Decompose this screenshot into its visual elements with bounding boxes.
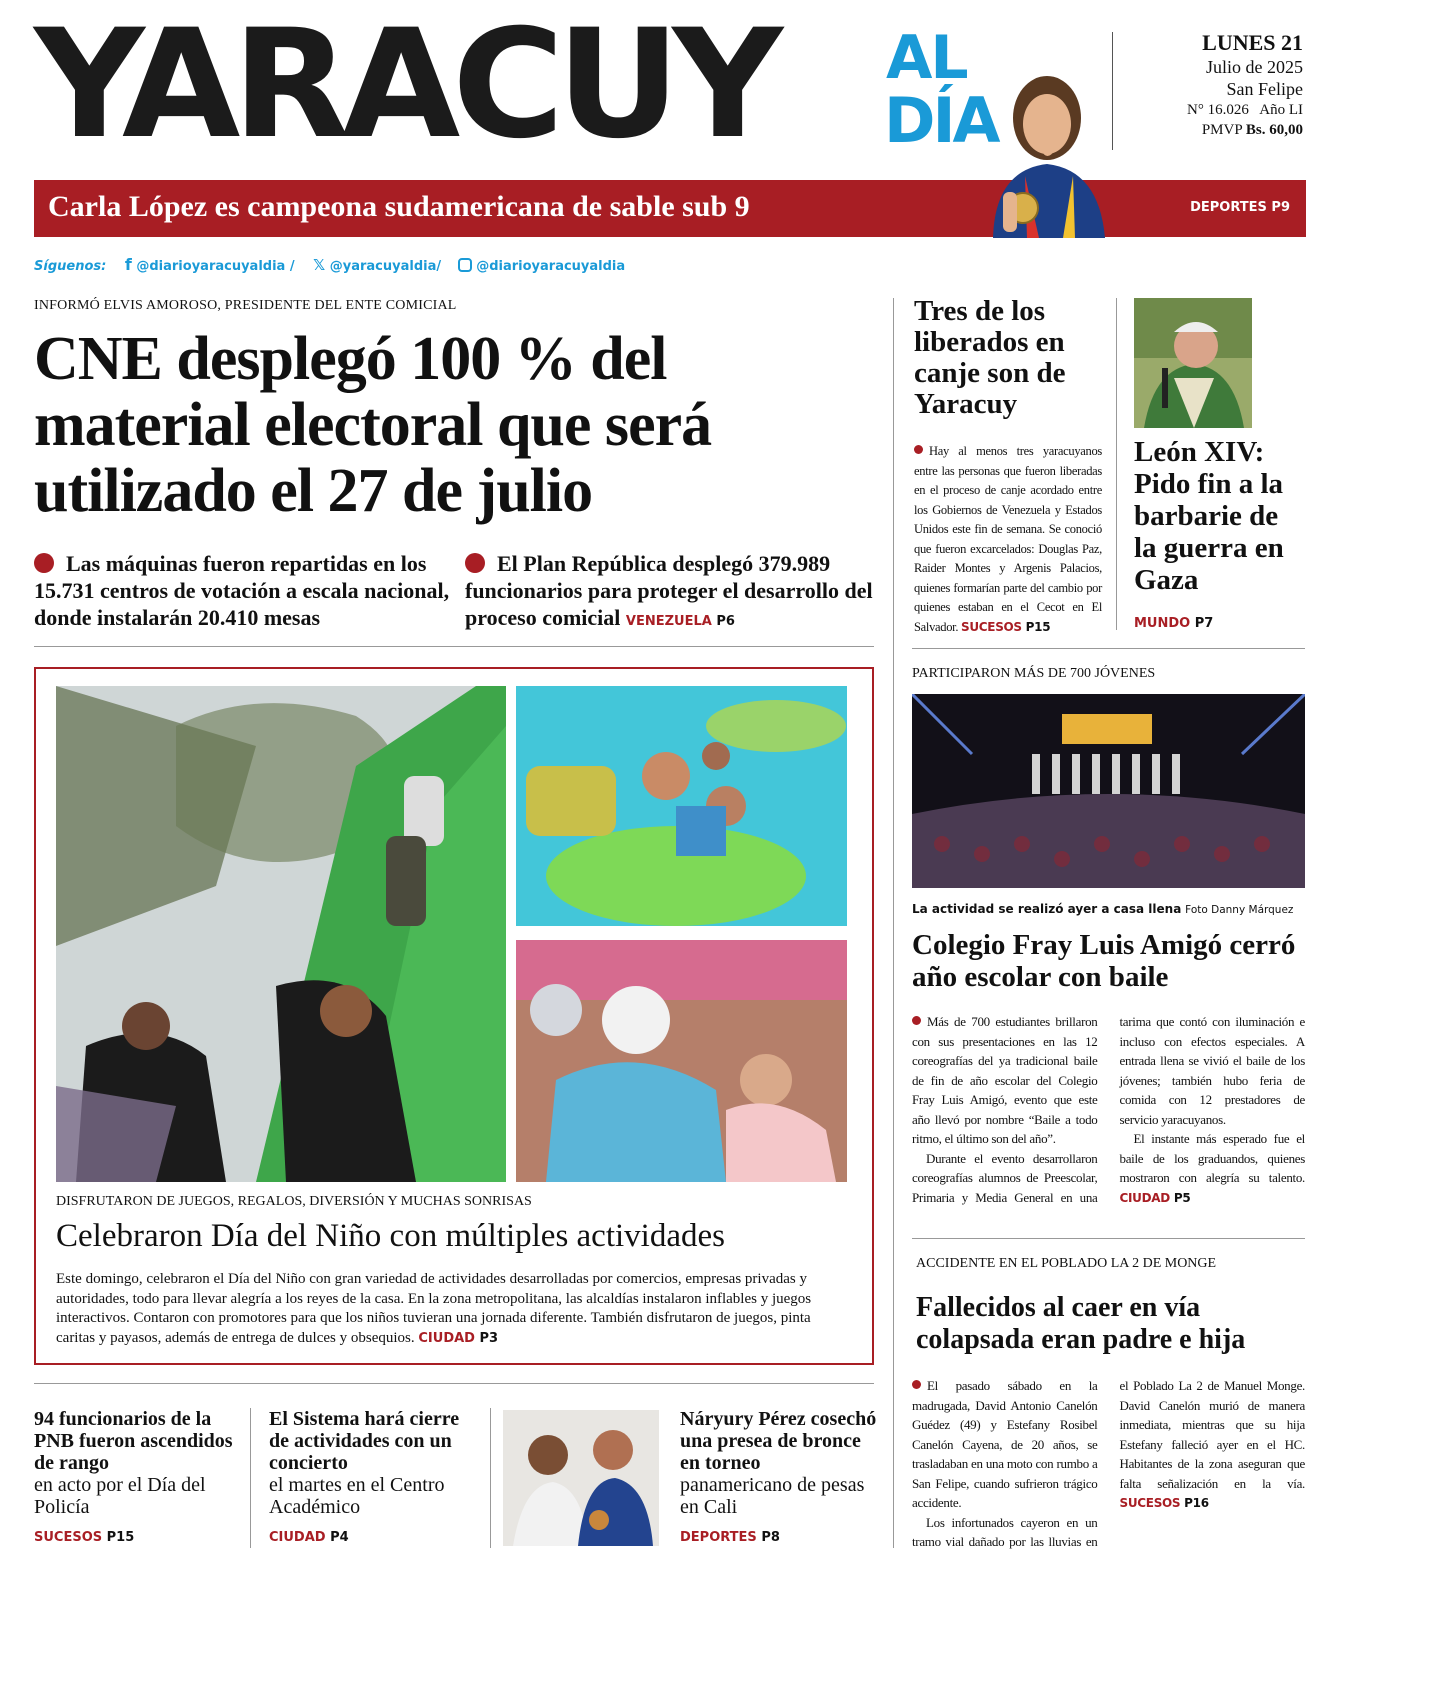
masthead-issue: N° 16.026 Año LI <box>1187 102 1303 118</box>
accidente-p2: Los infortunados cayeron en un tramo vial dañado por las lluvias en el Poblado La 2 de Manuel Monge. David Canelón murió de manera inmediata, mientras que su hija Estefany falleció ayer en el HC. Habitantes de la zona aseguran que falta señalización en la vía. <box>912 1378 1305 1549</box>
brief-naryury-section: DEPORTES <box>680 1530 757 1545</box>
party-kids-photo <box>516 940 847 1182</box>
accidente-p1: El pasado sábado en la madrugada, David Antonio Canelón Guédez (49) y Estefany Rosibel Canelón Cayena, de 20 años, se trasladaban en una moto con rumbo a San Felipe, cuando sufrieron trágico accidente. <box>912 1378 1098 1510</box>
social-x[interactable]: @yaracuyaldia/ <box>329 259 442 274</box>
masthead-divider <box>1112 32 1113 150</box>
liberados-section[interactable]: SUCESOS <box>961 619 1022 634</box>
fencer-girl-photo-overlap <box>965 150 1130 238</box>
brief-pnb-page: P15 <box>106 1530 135 1545</box>
lead-kicker: INFORMÓ ELVIS AMOROSO, PRESIDENTE DEL ENTE COMICIAL <box>34 298 457 313</box>
social-label: Síguenos: <box>34 259 107 274</box>
pope-photo <box>1134 298 1252 428</box>
column-divider <box>893 298 894 1548</box>
divider <box>1116 298 1117 630</box>
colegio-page[interactable]: P5 <box>1173 1190 1191 1205</box>
social-row <box>34 255 625 275</box>
lead-bullet-1 <box>34 550 452 631</box>
masthead-logo <box>34 0 1014 172</box>
brief-sistema-light: el martes en el Centro Académico <box>269 1474 445 1518</box>
instagram-icon <box>458 258 472 272</box>
banner-section: DEPORTES P9 <box>1190 200 1290 215</box>
colegio-credit: Foto Danny Márquez <box>1185 904 1294 916</box>
brief-naryury-light: panamericano de pesas en Cali <box>680 1474 865 1518</box>
accidente-section[interactable]: SUCESOS <box>1119 1496 1181 1510</box>
colegio-caption <box>912 902 1293 916</box>
dance-show-photo <box>912 694 1305 888</box>
brief-naryury[interactable] <box>680 1408 880 1545</box>
divider <box>34 1383 874 1384</box>
bullet-dot <box>914 445 923 454</box>
masthead-name: YARACUY <box>34 0 775 172</box>
bullet-dot <box>912 1016 921 1025</box>
price-value: Bs. 60,00 <box>1245 122 1303 138</box>
brief-sistema-page: P4 <box>330 1530 349 1545</box>
nino-body <box>56 1270 846 1348</box>
banner-headline: Carla López es campeona sudamericana de sable sub 9 <box>48 190 750 223</box>
pool-boats-photo <box>516 686 847 926</box>
accidente-headline[interactable]: Fallecidos al caer en vía colapsada eran padre e hija <box>916 1292 1246 1355</box>
divider <box>490 1408 491 1548</box>
liberados-page[interactable]: P15 <box>1025 619 1051 634</box>
climbing-wall-photo <box>56 686 506 1182</box>
leon-headline[interactable]: León XIV: Pido fin a la barbarie de la guerra en Gaza <box>1134 436 1284 596</box>
masthead-dia: DÍA <box>884 84 998 157</box>
masthead-day: LUNES 21 <box>1202 30 1303 55</box>
bullet-dot <box>34 553 54 573</box>
lead-section[interactable]: VENEZUELA <box>625 614 712 629</box>
bullet-dot <box>465 553 485 573</box>
x-icon: 𝕏 <box>313 256 326 274</box>
colegio-p1: Más de 700 estudiantes brillaron con sus presentaciones en las 12 coreografías del ya tradicional baile de fin de año escolar del Colegio Fray Luis Amigó, evento que este año llevó por nombre “Baile a todo ritmo, el último son del año”. <box>912 1014 1098 1146</box>
social-instagram[interactable]: @diarioyaracuyaldia <box>476 259 626 274</box>
nino-headline[interactable]: Celebraron Día del Niño con múltiples actividades <box>56 1218 725 1254</box>
brief-pnb-bold: 94 funcionarios de la PNB fueron ascendidos de rango <box>34 1408 233 1474</box>
bullet-dot <box>912 1380 921 1389</box>
brief-naryury-bold: Náryury Pérez cosechó una presea de bronce en torneo <box>680 1408 877 1474</box>
accidente-kicker: ACCIDENTE EN EL POBLADO LA 2 DE MONGE <box>916 1256 1217 1271</box>
colegio-p3: El instante más esperado fue el baile de los graduandos, quienes mostraron con alegría su talento. <box>1119 1131 1305 1185</box>
brief-naryury-page: P8 <box>761 1530 780 1545</box>
facebook-icon: f <box>124 255 132 274</box>
divider <box>912 648 1305 649</box>
masthead-date: Julio de 2025 <box>1206 57 1303 77</box>
brief-sistema[interactable] <box>269 1408 479 1545</box>
divider <box>34 646 874 647</box>
divider <box>250 1408 251 1548</box>
masthead-info <box>1120 30 1303 140</box>
masthead-city: San Felipe <box>1226 79 1303 99</box>
nino-body-text: Este domingo, celebraron el Día del Niño con gran variedad de actividades desarrolladas por comercios, empresas privadas y autoridades, todo para llevar alegría a los reyes de la casa. En la zona metropolitana, las alcaldías instalaron inflables y juegos interactivos. Contaron con promotores para que los niños tuvieran una jornada diferente. También disfrutaron de juegos, pinta caritas y payasos, además de entrega de dulces y obsequios. <box>56 1271 812 1346</box>
price-label: PMVP <box>1201 122 1243 138</box>
nino-page[interactable]: P3 <box>479 1330 499 1346</box>
colegio-p2: Durante el evento desarrollaron coreografías alumnos de Preescolar, Primaria y Media General en una tarima que contó con iluminación e incluso con efectos especiales. A entrada llena se vivió el baile de los jóvenes; también hubo feria de comida con 12 prestadores de servicio yaracuyanos. <box>912 1014 1305 1205</box>
liberados-body <box>914 442 1102 637</box>
weightlifter-photo <box>503 1410 659 1546</box>
leon-page[interactable]: P7 <box>1194 616 1214 631</box>
brief-sistema-bold: El Sistema hará cierre de actividades con un concierto <box>269 1408 460 1474</box>
liberados-body-text: Hay al menos tres yaracuyanos entre las personas que fueron liberadas en el proceso de canje acordado entre los Gobiernos de Venezuela y Estados Unidos este fin de semana. Se conoció que fueron excarcelados: Douglas Paz, Raider Montes y Argenis Palacios, quienes formarían parte del cambio por quienes estaban en el Cecot en El Salvador. <box>914 444 1102 634</box>
nino-section[interactable]: CIUDAD <box>418 1330 475 1346</box>
brief-pnb[interactable] <box>34 1408 239 1545</box>
colegio-body <box>912 1012 1305 1224</box>
social-facebook[interactable]: @diarioyaracuyaldia / <box>136 259 295 274</box>
leon-section-row <box>1134 616 1213 631</box>
colegio-kicker: PARTICIPARON MÁS DE 700 JÓVENES <box>912 666 1156 681</box>
brief-sistema-section: CIUDAD <box>269 1530 326 1545</box>
lead-bullet-1-text: Las máquinas fueron repartidas en los 15.731 centros de votación a escala nacional, donde instalarán 20.410 mesas <box>34 551 450 630</box>
brief-pnb-section: SUCESOS <box>34 1530 103 1545</box>
colegio-caption-text: La actividad se realizó ayer a casa llena <box>912 902 1182 916</box>
lead-bullet-2-text: El Plan República desplegó 379.989 funcionarios para proteger el desarrollo del proceso comicial <box>465 551 873 630</box>
brief-pnb-light: en acto por el Día del Policía <box>34 1474 206 1518</box>
nino-kicker: DISFRUTARON DE JUEGOS, REGALOS, DIVERSIÓN Y MUCHAS SONRISAS <box>56 1194 532 1209</box>
liberados-headline[interactable]: Tres de los liberados en canje son de Yaracuy <box>914 295 1066 420</box>
masthead-al: AL <box>886 23 967 93</box>
leon-section[interactable]: MUNDO <box>1134 616 1191 631</box>
lead-page[interactable]: P6 <box>716 614 735 629</box>
divider <box>912 1238 1305 1239</box>
lead-headline[interactable]: CNE desplegó 100 % del material electoral que será utilizado el 27 de julio <box>34 325 712 525</box>
lead-bullet-2 <box>465 550 875 635</box>
accidente-page[interactable]: P16 <box>1184 1496 1209 1510</box>
colegio-section[interactable]: CIUDAD <box>1119 1190 1170 1205</box>
colegio-headline[interactable]: Colegio Fray Luis Amigó cerró año escolar con baile <box>912 929 1296 993</box>
accidente-body <box>912 1376 1305 1556</box>
